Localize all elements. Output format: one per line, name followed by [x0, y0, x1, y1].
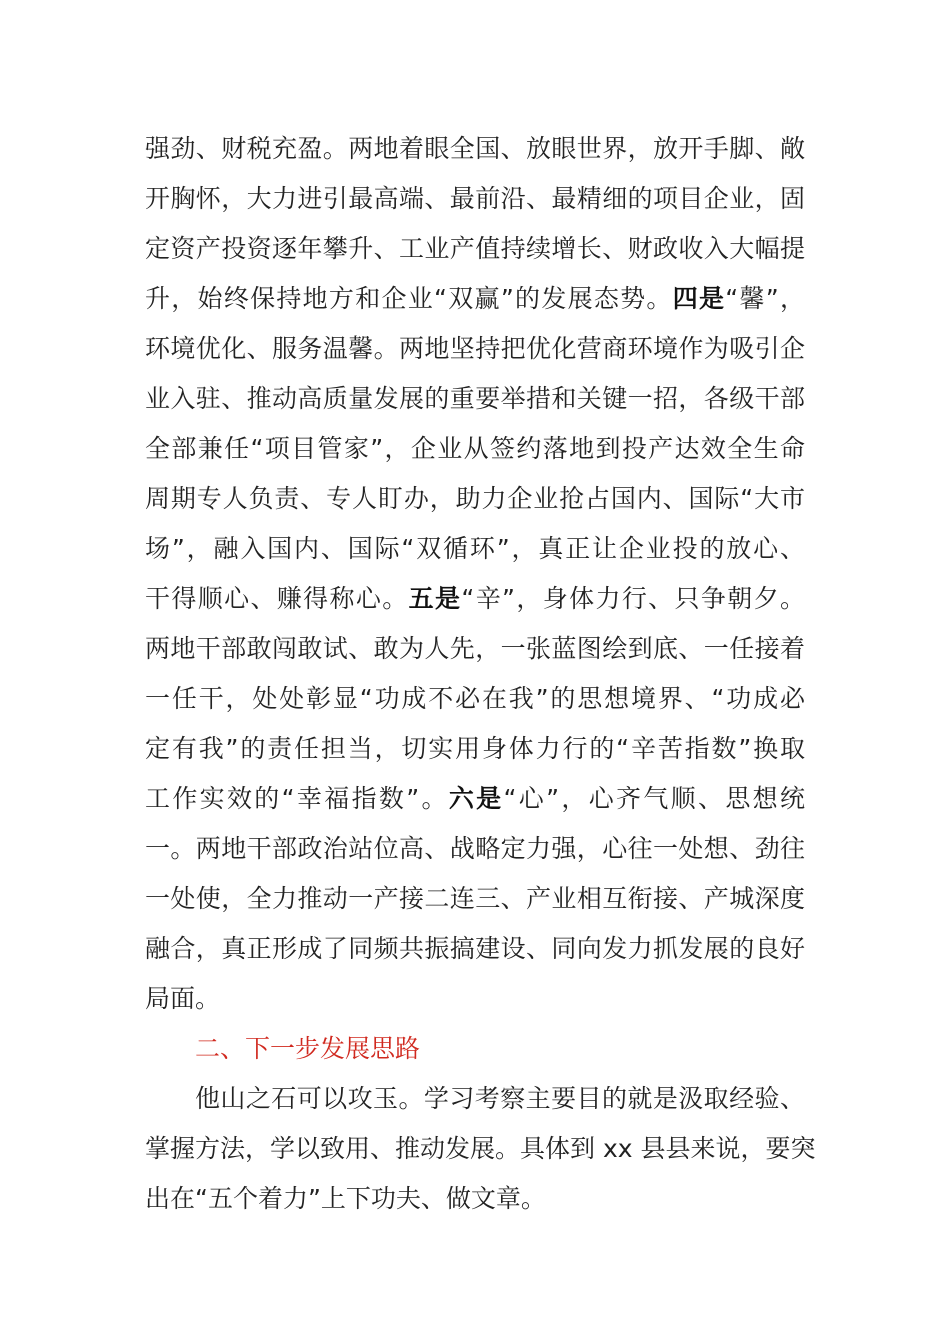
text-segment: 工作实效的“幸福指数”。: [145, 784, 449, 813]
text-line: 出在“五个着力”上下功夫、做文章。: [145, 1184, 546, 1213]
second-paragraph: [145, 1074, 816, 1224]
text-segment: 升，始终保持地方和企业“双赢”的发展态势。: [145, 284, 673, 313]
text-line: 掌握方法，学以致用、推动发展。具体到 xx 县县来说，要突: [145, 1134, 816, 1163]
text-line: 融合，真正形成了同频共振搞建设、同向发力抓发展的良好: [145, 934, 805, 963]
text-line: 全部兼任“项目管家”，企业从签约落地到投产达效全生命: [145, 434, 805, 463]
text-line: 定资产投资逐年攀升、工业产值持续增长、财政收入大幅提: [145, 234, 805, 263]
text-line: [145, 574, 805, 624]
text-line: 开胸怀，大力进引最高端、最前沿、最精细的项目企业，固: [145, 184, 805, 213]
text-line: 局面。: [145, 984, 221, 1013]
bold-marker-six: 六是: [448, 784, 504, 813]
text-line: 他山之石可以攻玉。学习考察主要目的就是汲取经验、: [195, 1084, 805, 1113]
text-line: 业入驻、推动高质量发展的重要举措和关键一招，各级干部: [145, 384, 805, 413]
text-segment: “心”，心齐气顺、思想统: [503, 784, 805, 813]
bold-marker-five: 五是: [408, 584, 462, 613]
bold-marker-four: 四是: [672, 284, 726, 313]
text-line: 一任干，处处彰显“功成不必在我”的思想境界、“功成必: [145, 684, 805, 713]
text-line: 强劲、财税充盈。两地着眼全国、放眼世界，放开手脚、敞: [145, 134, 805, 163]
text-segment: “馨”，: [725, 284, 805, 313]
text-line: [145, 774, 805, 824]
text-line: [145, 274, 805, 324]
text-line: 定有我”的责任担当，切实用身体力行的“辛苦指数”换取: [145, 734, 805, 763]
text-segment: “辛”，身体力行、只争朝夕。: [461, 584, 805, 613]
text-line: 一。两地干部政治站位高、战略定力强，心往一处想、劲往: [145, 834, 805, 863]
text-line: 场”，融入国内、国际“双循环”，真正让企业投的放心、: [145, 534, 805, 563]
text-line: 两地干部敢闯敢试、敢为人先，一张蓝图绘到底、一任接着: [145, 634, 805, 663]
text-line: 一处使，全力推动一产接二连三、产业相互衔接、产城深度: [145, 884, 805, 913]
section-heading: 二、下一步发展思路: [195, 1034, 421, 1063]
text-line: 周期专人负责、专人盯办，助力企业抢占国内、国际“大市: [145, 484, 805, 513]
text-line: 环境优化、服务温馨。两地坚持把优化营商环境作为吸引企: [145, 334, 805, 363]
body-paragraph: [145, 124, 805, 1024]
text-segment: 干得顺心、赚得称心。: [145, 584, 409, 613]
